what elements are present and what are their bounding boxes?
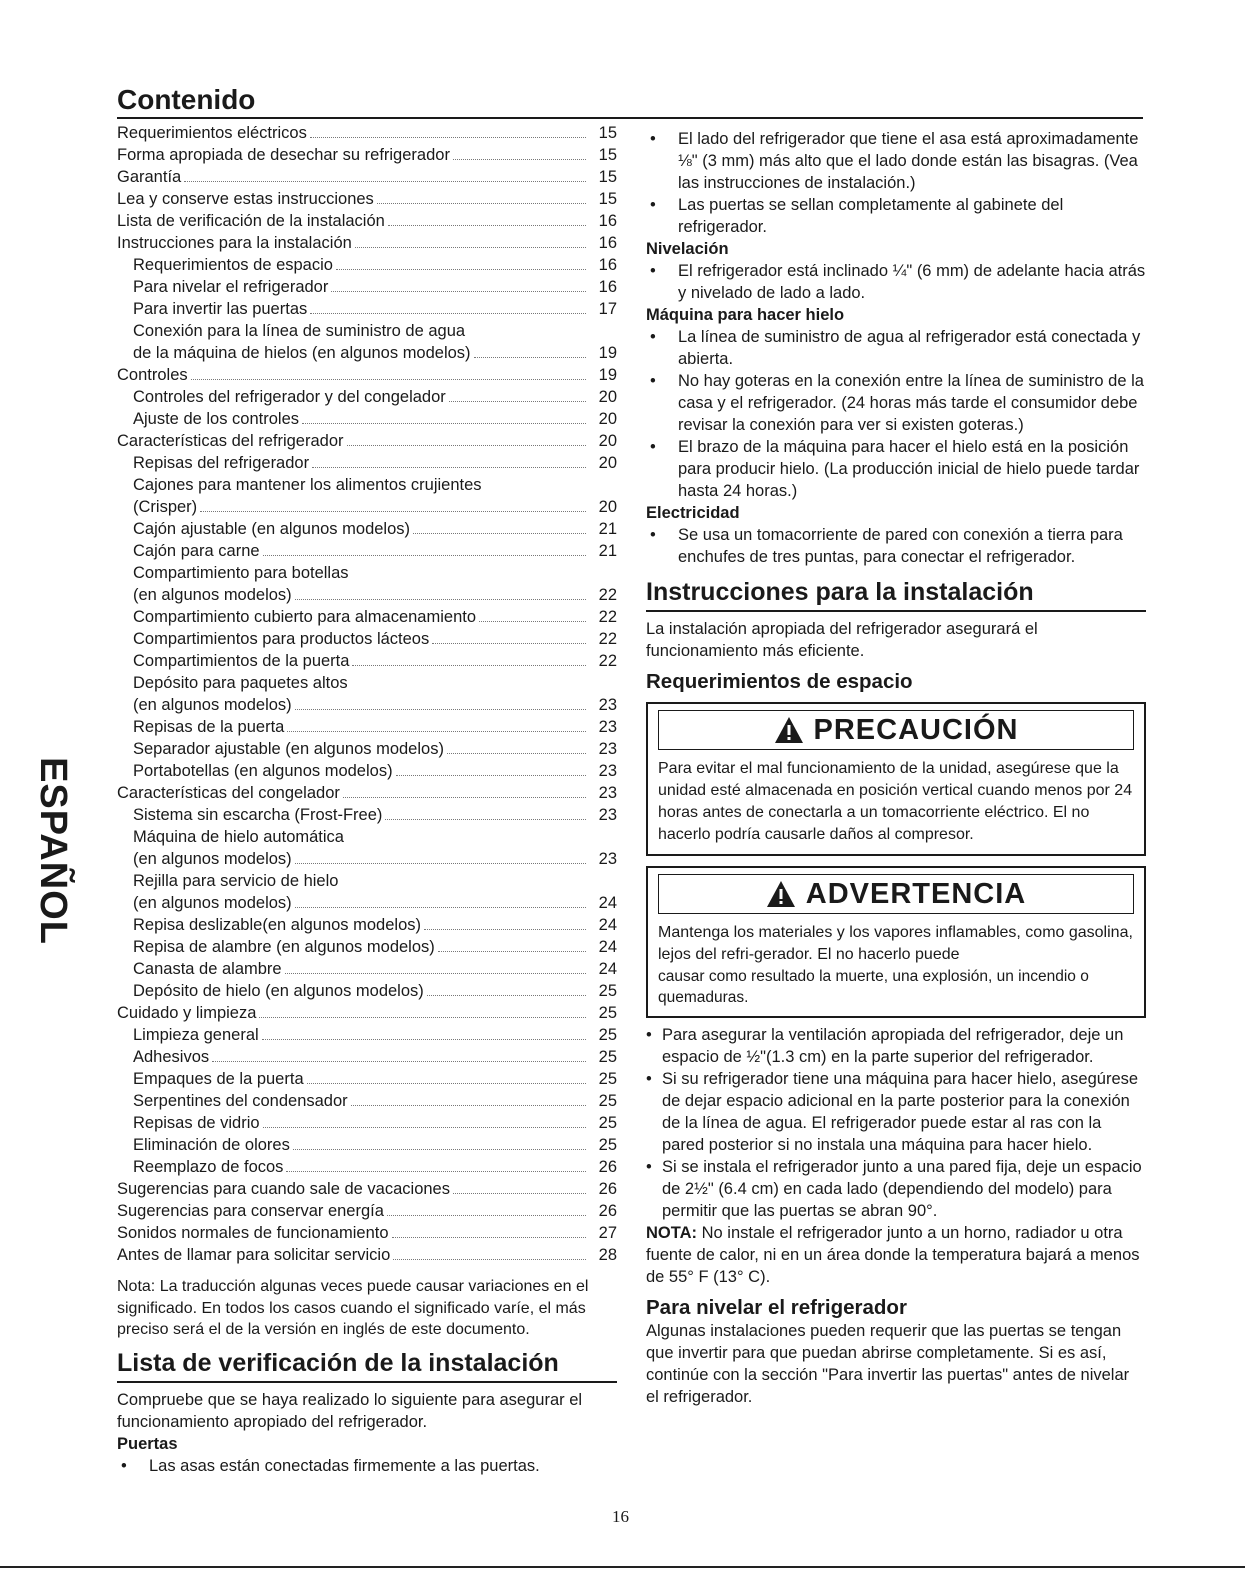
toc-page-number: 26 — [598, 1158, 617, 1176]
install-title: Instrucciones para la instalación — [646, 578, 1146, 612]
toc-row — [117, 1070, 617, 1092]
toc-leader-dots — [351, 1105, 586, 1106]
toc-leader-dots — [474, 357, 586, 358]
toc-label: Empaques de la puerta — [133, 1070, 304, 1088]
toc-leader-dots — [347, 445, 586, 446]
toc-label: Repisa de alambre (en algunos modelos) — [133, 938, 435, 956]
toc-page-number: 15 — [598, 168, 617, 186]
toc-label: Depósito de hielo (en algunos modelos) — [133, 982, 424, 1000]
toc-row — [117, 652, 617, 674]
toc-label: de la máquina de hielos (en algunos modelos) — [133, 344, 471, 362]
toc-page-number: 23 — [598, 850, 617, 868]
toc-row — [117, 1158, 617, 1180]
toc-leader-dots — [392, 1237, 586, 1238]
toc-leader-dots — [312, 467, 586, 468]
toc-leader-dots — [302, 423, 586, 424]
toc-page-number: 25 — [598, 1092, 617, 1110]
toc-leader-dots — [310, 137, 586, 138]
toc-row — [117, 1136, 617, 1158]
toc-leader-dots — [355, 247, 586, 248]
toc-row — [117, 1114, 617, 1136]
toc-leader-dots — [191, 379, 586, 380]
toc-page-number: 23 — [598, 718, 617, 736]
toc-label: (en algunos modelos) — [133, 850, 292, 868]
toc-row — [117, 1092, 617, 1114]
toc-label: Sonidos normales de funcionamiento — [117, 1224, 389, 1242]
toc-page-number: 24 — [598, 916, 617, 934]
toc-page-number: 23 — [598, 784, 617, 802]
toc-row — [117, 872, 617, 894]
side-language-tab — [32, 720, 74, 982]
warning-triangle-icon — [774, 716, 804, 744]
toc-label: Repisas de vidrio — [133, 1114, 260, 1132]
toc-row — [117, 850, 617, 872]
toc-page-number: 20 — [598, 432, 617, 450]
toc-label: Requerimientos eléctricos — [117, 124, 307, 142]
toc-page-number: 24 — [598, 894, 617, 912]
toc-leader-dots — [286, 1171, 586, 1172]
toc-leader-dots — [200, 511, 586, 512]
level-title: Para nivelar el refrigerador — [646, 1296, 907, 1319]
toc-page-number: 16 — [598, 212, 617, 230]
toc-label: Forma apropiada de desechar su refrigerador — [117, 146, 450, 164]
toc-row — [117, 938, 617, 960]
toc-label: Controles — [117, 366, 188, 384]
toc-leader-dots — [295, 863, 586, 864]
toc-label: Rejilla para servicio de hielo — [133, 872, 339, 890]
toc-leader-dots — [453, 1193, 586, 1194]
toc-row — [117, 454, 617, 476]
toc-row — [117, 190, 617, 212]
toc-row — [117, 608, 617, 630]
toc-page-number: 26 — [598, 1202, 617, 1220]
toc-page-number: 26 — [598, 1180, 617, 1198]
toc-row — [117, 1026, 617, 1048]
toc-leader-dots — [438, 951, 586, 952]
toc-page-number: 25 — [598, 1114, 617, 1132]
toc-row — [117, 784, 617, 806]
toc-label: (en algunos modelos) — [133, 894, 292, 912]
toc-leader-dots — [295, 907, 586, 908]
toc-label: Eliminación de olores — [133, 1136, 290, 1154]
toc-row — [117, 586, 617, 608]
toc-page-number: 16 — [598, 278, 617, 296]
toc-label: (Crisper) — [133, 498, 198, 516]
toc-row — [117, 476, 617, 498]
toc-leader-dots — [453, 159, 586, 160]
toc-leader-dots — [184, 181, 586, 182]
nota-label: NOTA: — [646, 1224, 698, 1242]
toc-page-number: 17 — [598, 300, 617, 318]
toc-page-number: 15 — [598, 190, 617, 208]
toc-page-number: 22 — [598, 630, 617, 648]
toc-label: Separador ajustable (en algunos modelos) — [133, 740, 444, 758]
toc-leader-dots — [413, 533, 586, 534]
toc-row — [117, 212, 617, 234]
toc-label: (en algunos modelos) — [133, 586, 292, 604]
toc-row — [117, 696, 617, 718]
toc-page-number: 23 — [598, 740, 617, 758]
toc-leader-dots — [449, 401, 586, 402]
toc-leader-dots — [287, 731, 586, 732]
toc-row — [117, 432, 617, 454]
toc-leader-dots — [352, 665, 586, 666]
warning-box — [646, 866, 1146, 1018]
toc-page-number: 24 — [598, 938, 617, 956]
toc-row — [117, 498, 617, 520]
toc-leader-dots — [343, 797, 586, 798]
toc-row — [117, 564, 617, 586]
toc-row — [117, 1048, 617, 1070]
toc-label: Lea y conserve estas instrucciones — [117, 190, 374, 208]
toc-page-number: 15 — [598, 146, 617, 164]
toc-page-number: 15 — [598, 124, 617, 142]
toc-row — [117, 1004, 617, 1026]
list-item: • Las asas están conectadas firmemente a las puertas. — [117, 1455, 617, 1477]
toc-page-number: 23 — [598, 762, 617, 780]
warning-triangle-icon — [766, 880, 796, 908]
toc-label: Adhesivos — [133, 1048, 210, 1066]
toc-label: Repisas del refrigerador — [133, 454, 310, 472]
toc-row — [117, 344, 617, 366]
warning-word: ADVERTENCIA — [805, 877, 1027, 910]
right-column — [646, 128, 1146, 1408]
toc-row — [117, 146, 617, 168]
toc-row — [117, 1202, 617, 1224]
toc-label: Depósito para paquetes altos — [133, 674, 348, 692]
toc-row — [117, 982, 617, 1004]
toc-page-number: 25 — [598, 1070, 617, 1088]
toc-leader-dots — [307, 1083, 586, 1084]
toc-label: Sistema sin escarcha (Frost-Free) — [133, 806, 383, 824]
doors-heading: Puertas — [117, 1434, 178, 1453]
toc-leader-dots — [377, 203, 586, 204]
toc-leader-dots — [295, 599, 586, 600]
toc-leader-dots — [432, 643, 586, 644]
left-column — [117, 124, 617, 1477]
toc-label: Serpentines del condensador — [133, 1092, 348, 1110]
list-item: • El refrigerador está inclinado ¼" (6 mm) de adelante hacia atrás y nivelado de lado a lado. — [646, 260, 1146, 304]
toc-leader-dots — [285, 973, 586, 974]
toc-row — [117, 674, 617, 696]
toc-page-number: 25 — [598, 1026, 617, 1044]
toc-row — [117, 806, 617, 828]
toc-leader-dots — [263, 1127, 586, 1128]
toc-label: Cajones para mantener los alimentos crujientes — [133, 476, 482, 494]
toc-leader-dots — [385, 819, 586, 820]
toc-row — [117, 542, 617, 564]
page-number: 16 — [612, 1507, 629, 1526]
toc-leader-dots — [293, 1149, 586, 1150]
toc-row — [117, 916, 617, 938]
toc-label: Sugerencias para cuando sale de vacaciones — [117, 1180, 450, 1198]
install-intro: La instalación apropiada del refrigerador asegurará el funcionamiento más eficiente. — [646, 620, 1038, 660]
toc-leader-dots — [263, 555, 586, 556]
toc-row — [117, 630, 617, 652]
list-item: • Si su refrigerador tiene una máquina para hacer hielo, asegúrese de dejar espacio adicional en la parte posterior para la conexión de la línea de agua. El refrigerador puede estar al ras con la pared posterior si no instala una máquina para hacer hielo. — [646, 1068, 1146, 1156]
toc-label: Máquina de hielo automática — [133, 828, 344, 846]
toc-row — [117, 894, 617, 916]
nota-paragraph — [646, 1222, 1146, 1288]
toc-row — [117, 366, 617, 388]
toc-label: Repisas de la puerta — [133, 718, 285, 736]
toc-label: Cuidado y limpieza — [117, 1004, 257, 1022]
toc-page-number: 21 — [598, 520, 617, 538]
toc-label: Cajón para carne — [133, 542, 260, 560]
list-item: • Para asegurar la ventilación apropiada del refrigerador, deje un espacio de ½"(1.3 cm) en la parte superior del refrigerador. — [646, 1024, 1146, 1068]
page-title: Contenido — [117, 84, 256, 115]
toc-row — [117, 520, 617, 542]
caution-word: PRECAUCIÓN — [813, 713, 1019, 746]
toc-leader-dots — [447, 753, 586, 754]
toc-label: Características del refrigerador — [117, 432, 344, 450]
toc-page-number: 19 — [598, 344, 617, 362]
toc-leader-dots — [427, 995, 586, 996]
toc-label: Compartimiento para botellas — [133, 564, 349, 582]
toc-leader-dots — [295, 709, 586, 710]
toc-label: Compartimientos de la puerta — [133, 652, 350, 670]
toc-row — [117, 762, 617, 784]
toc-label: Canasta de alambre — [133, 960, 282, 978]
toc-label: (en algunos modelos) — [133, 696, 292, 714]
toc-row — [117, 124, 617, 146]
toc-label: Para invertir las puertas — [133, 300, 308, 318]
toc-row — [117, 168, 617, 190]
toc-label: Compartimientos para productos lácteos — [133, 630, 430, 648]
checklist-title: Lista de verificación de la instalación — [117, 1349, 617, 1383]
toc-page-number: 23 — [598, 696, 617, 714]
toc-leader-dots — [259, 1017, 586, 1018]
toc-page-number: 22 — [598, 586, 617, 604]
title-rule — [117, 117, 1143, 119]
list-item: • Se usa un tomacorriente de pared con conexión a tierra para enchufes de tres puntas, para conectar el refrigerador. — [646, 524, 1146, 568]
toc-label: Portabotellas (en algunos modelos) — [133, 762, 393, 780]
side-tab-label: ESPAÑOL — [32, 757, 74, 945]
toc-row — [117, 718, 617, 740]
toc-leader-dots — [310, 313, 586, 314]
toc-label: Características del congelador — [117, 784, 340, 802]
toc-page-number: 22 — [598, 608, 617, 626]
toc-label: Requerimientos de espacio — [133, 256, 333, 274]
list-item: • Las puertas se sellan completamente al gabinete del refrigerador. — [646, 194, 1146, 238]
toc-label: Cajón ajustable (en algunos modelos) — [133, 520, 411, 538]
toc-page-number: 16 — [598, 234, 617, 252]
list-item: • No hay goteras en la conexión entre la línea de suministro de la casa y el refrigerador. (24 horas más tarde el consumidor debe revisar la conexión para ver si existen goteras.) — [646, 370, 1146, 436]
toc-leader-dots — [479, 621, 586, 622]
bottom-rule — [0, 1566, 1245, 1568]
toc-page-number: 27 — [598, 1224, 617, 1242]
caution-box — [646, 702, 1146, 856]
list-item: • Si se instala el refrigerador junto a una pared fija, deje un espacio de 2½" (6.4 cm) en cada lado (dependiendo del modelo) para permitir que las puertas se abran 90°. — [646, 1156, 1146, 1222]
toc-row — [117, 278, 617, 300]
toc-label: Para nivelar el refrigerador — [133, 278, 329, 296]
toc-page-number: 20 — [598, 454, 617, 472]
toc-row — [117, 410, 617, 432]
toc-row — [117, 1224, 617, 1246]
caution-text: Para evitar el mal funcionamiento de la unidad, asegúrese que la unidad esté almacenada en posición vertical cuando menos por 24 horas antes de conectarla a un tomacorriente eléctrico. El no hacerlo podría causarle daños al compresor. — [658, 760, 1133, 843]
toc-page-number: 16 — [598, 256, 617, 274]
toc-label: Garantía — [117, 168, 182, 186]
electric-heading: Electricidad — [646, 504, 740, 522]
toc-label: Repisa deslizable(en algunos modelos) — [133, 916, 422, 934]
toc-page-number: 20 — [598, 410, 617, 428]
toc-label: Ajuste de los controles — [133, 410, 300, 428]
toc-page-number: 21 — [598, 542, 617, 560]
toc-leader-dots — [388, 225, 586, 226]
caution-header — [658, 710, 1134, 750]
toc-row — [117, 256, 617, 278]
toc-row — [117, 300, 617, 322]
toc-page-number: 23 — [598, 806, 617, 824]
list-item: • La línea de suministro de agua al refrigerador está conectada y abierta. — [646, 326, 1146, 370]
toc-page-number: 25 — [598, 1136, 617, 1154]
toc-leader-dots — [262, 1039, 586, 1040]
list-item: • El lado del refrigerador que tiene el asa está aproximadamente ⅛" (3 mm) más alto que el lado donde están las bisagras. (Vea las instrucciones de instalación.) — [646, 128, 1146, 194]
toc-leader-dots — [396, 775, 586, 776]
toc-label: Instrucciones para la instalación — [117, 234, 352, 252]
toc-leader-dots — [424, 929, 586, 930]
toc-row — [117, 388, 617, 410]
toc-page-number: 28 — [598, 1246, 617, 1264]
toc-label: Compartimiento cubierto para almacenamiento — [133, 608, 477, 626]
toc-row — [117, 828, 617, 850]
space-title: Requerimientos de espacio — [646, 670, 913, 693]
icemaker-heading: Máquina para hacer hielo — [646, 306, 845, 324]
warning-header — [658, 874, 1134, 914]
toc-row — [117, 1246, 617, 1268]
toc-page-number: 25 — [598, 1004, 617, 1022]
toc-row — [117, 234, 617, 256]
toc-leader-dots — [393, 1259, 586, 1260]
toc-page-number: 20 — [598, 498, 617, 516]
warning-text-continued: causar como resultado la muerte, una explosión, un incendio o quemaduras. — [658, 968, 1089, 1006]
list-item: • El brazo de la máquina para hacer el hielo está en la posición para producir hielo. (La producción inicial de hielo puede tardar hasta 24 horas.) — [646, 436, 1146, 502]
checklist-intro: Compruebe que se haya realizado lo siguiente para asegurar el funcionamiento apropiado del refrigerador. — [117, 1390, 583, 1431]
toc-leader-dots — [331, 291, 586, 292]
toc-page-number: 25 — [598, 982, 617, 1000]
toc-page-number: 19 — [598, 366, 617, 384]
toc-label: Limpieza general — [133, 1026, 259, 1044]
warning-text: Mantenga los materiales y los vapores inflamables, como gasolina, lejos del refri-gerador. El no hacerlo puede — [658, 924, 1133, 963]
table-of-contents — [117, 124, 617, 1268]
toc-page-number: 25 — [598, 1048, 617, 1066]
toc-label: Sugerencias para conservar energía — [117, 1202, 384, 1220]
toc-label: Reemplazo de focos — [133, 1158, 284, 1176]
toc-label: Lista de verificación de la instalación — [117, 212, 385, 230]
toc-label: Antes de llamar para solicitar servicio — [117, 1246, 391, 1264]
translation-note: Nota: La traducción algunas veces puede causar variaciones en el significado. En todos los casos cuando el significado varíe, el más preciso será el de la versión en inglés de este documento. — [117, 1278, 589, 1338]
toc-label: Controles del refrigerador y del congelador — [133, 388, 446, 406]
nota-text: No instale el refrigerador junto a un horno, radiador u otra fuente de calor, ni en un área donde la temperatura bajará a menos de 55° F (13° C). — [646, 1224, 1140, 1286]
toc-row — [117, 960, 617, 982]
level-text: Algunas instalaciones pueden requerir que las puertas se tengan que invertir para que puedan abrirse completamente. Si es así, continúe con la sección "Para invertir las puertas" antes de nivelar el refrigerador. — [646, 1322, 1130, 1406]
leveling-heading: Nivelación — [646, 240, 729, 258]
toc-leader-dots — [212, 1061, 586, 1062]
toc-page-number: 24 — [598, 960, 617, 978]
toc-row — [117, 740, 617, 762]
toc-label: Conexión para la línea de suministro de agua — [133, 322, 466, 340]
toc-leader-dots — [336, 269, 586, 270]
toc-page-number: 20 — [598, 388, 617, 406]
toc-row — [117, 1180, 617, 1202]
toc-page-number: 22 — [598, 652, 617, 670]
toc-row — [117, 322, 617, 344]
toc-leader-dots — [387, 1215, 586, 1216]
